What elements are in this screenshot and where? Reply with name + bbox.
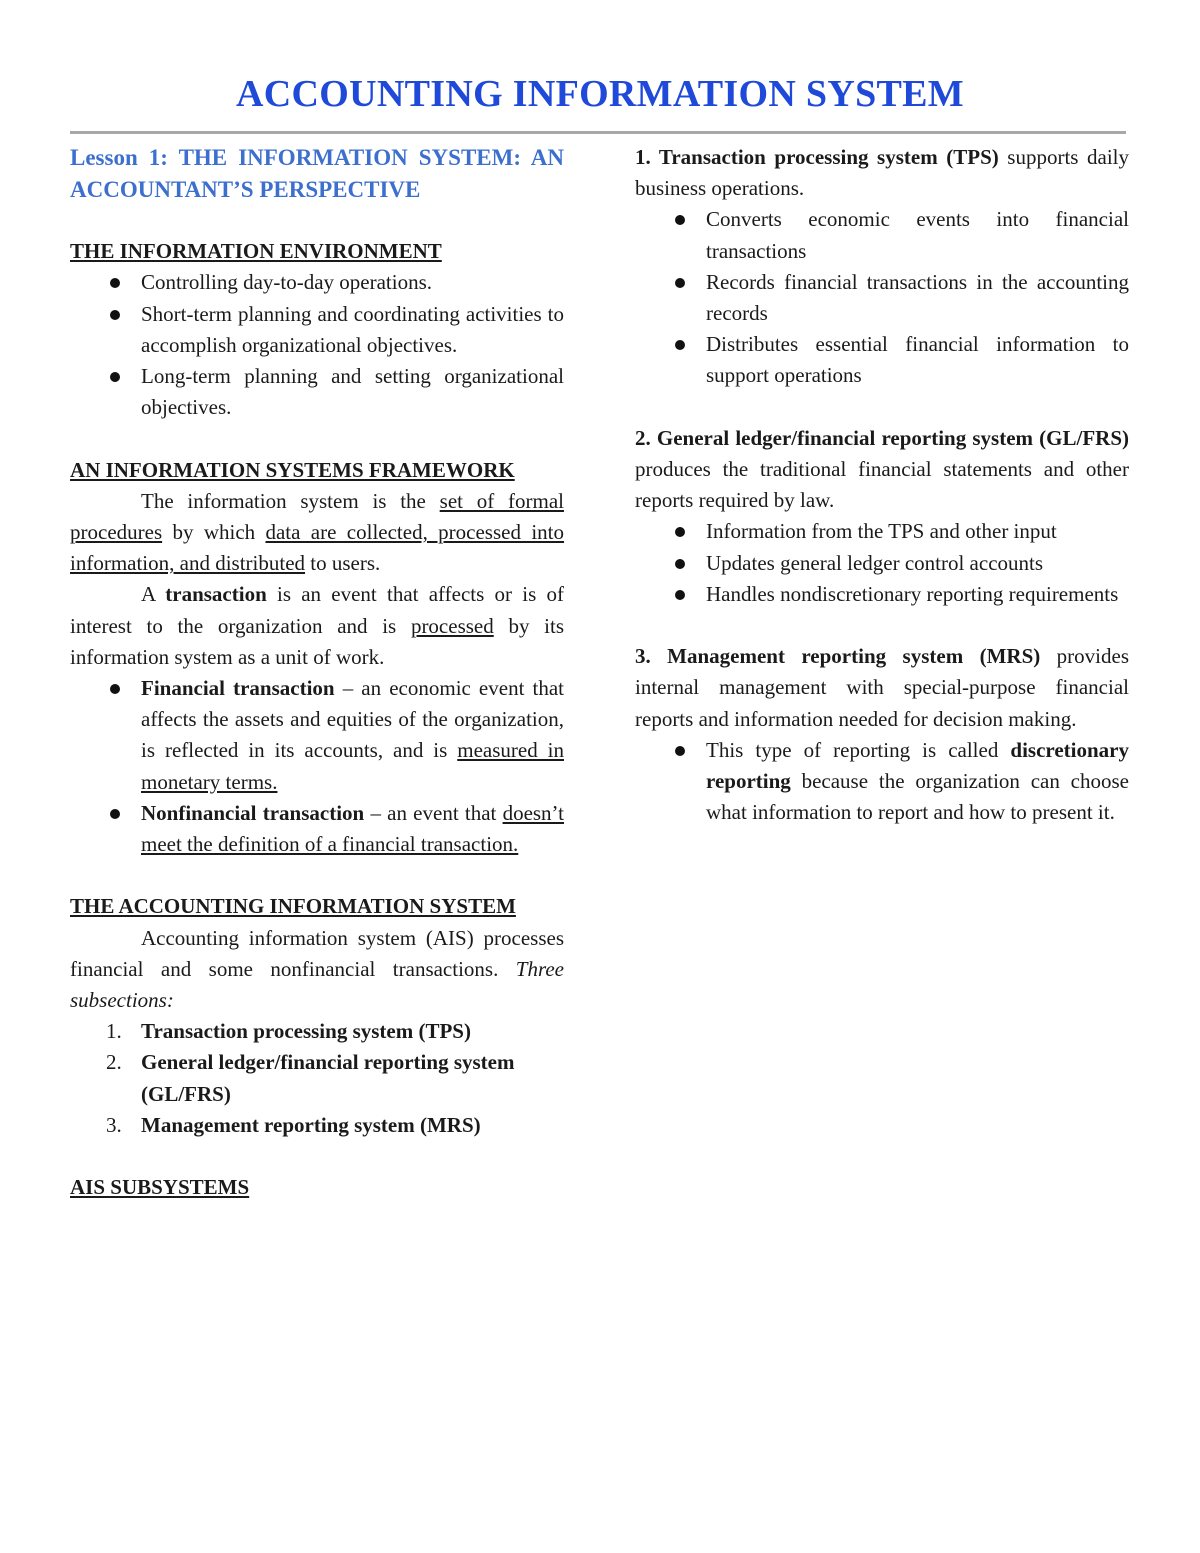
bullet-icon: [675, 215, 685, 225]
mrs-paragraph: 3. Management reporting system (MRS) provides internal management with special-purpose financial reports and information needed for decision making.: [635, 644, 1129, 731]
bullet-icon: [675, 559, 685, 569]
bullet-icon: [675, 527, 685, 537]
list-item: Long-term planning and setting organizational objectives.: [70, 361, 564, 423]
tps-list: [635, 204, 1129, 391]
transaction-types-list: [70, 673, 564, 860]
bullet-icon: [110, 809, 120, 819]
tps-paragraph: 1. Transaction processing system (TPS) supports daily business operations.: [635, 145, 1129, 201]
glfrs-paragraph: 2. General ledger/financial reporting system (GL/FRS) produces the traditional financial statements and other reports required by law.: [635, 425, 1129, 513]
list-item: 3. Management reporting system (MRS): [106, 1112, 481, 1137]
bullet-icon: [110, 684, 120, 694]
list-item: Financial transaction – an economic event that affects the assets and equities of the organization, is reflected in its accounts, and is measured in monetary terms.: [70, 673, 564, 798]
bullet-icon: [110, 310, 120, 320]
framework-paragraph-1: The information system is the set of formal procedures by which data are collected, processed into information, and distributed to users.: [70, 488, 564, 576]
lesson-heading: Lesson 1: THE INFORMATION SYSTEM: AN ACCOUNTANT’S PERSPECTIVE: [70, 145, 564, 202]
bullet-icon: [675, 340, 685, 350]
list-item: Information from the TPS and other input: [635, 516, 1129, 547]
list-item: Converts economic events into financial transactions: [635, 204, 1129, 266]
list-item: Controlling day-to-day operations.: [70, 267, 564, 298]
info-environment-heading: THE INFORMATION ENVIRONMENT: [70, 239, 442, 264]
ais-intro: Accounting information system (AIS) processes financial and some nonfinancial transactions. Three subsections:: [70, 925, 564, 1013]
bullet-icon: [675, 590, 685, 600]
info-environment-list: [70, 267, 564, 423]
left-column: [70, 142, 564, 1203]
mrs-list: [635, 735, 1129, 829]
ais-subsections-list: [70, 1016, 564, 1141]
document-title: ACCOUNTING INFORMATION SYSTEM: [236, 73, 964, 115]
list-item: Records financial transactions in the accounting records: [635, 267, 1129, 329]
glfrs-list: [635, 516, 1129, 610]
list-item: Updates general ledger control accounts: [635, 548, 1129, 579]
list-item: Distributes essential financial information to support operations: [635, 329, 1129, 391]
list-item: Handles nondiscretionary reporting requirements: [635, 579, 1129, 610]
bullet-icon: [675, 746, 685, 756]
ais-subsystems-heading: AIS SUBSYSTEMS: [70, 1175, 250, 1200]
list-item: Short-term planning and coordinating activities to accomplish organizational objectives.: [70, 299, 564, 361]
bullet-icon: [675, 278, 685, 288]
list-item: This type of reporting is called discretionary reporting because the organization can choose what information to report and how to present it.: [635, 735, 1129, 829]
framework-paragraph-2: A transaction is an event that affects or is of interest to the organization and is processed by its information system as a unit of work.: [70, 582, 564, 669]
right-column: [635, 142, 1129, 828]
bullet-icon: [110, 372, 120, 382]
bullet-icon: [110, 278, 120, 288]
framework-heading: AN INFORMATION SYSTEMS FRAMEWORK: [70, 457, 515, 482]
list-item: 2. General ledger/financial reporting system (GL/FRS): [106, 1050, 515, 1106]
list-item: Nonfinancial transaction – an event that doesn’t meet the definition of a financial transaction.: [70, 798, 564, 860]
title-divider: [70, 131, 1126, 134]
list-item: 1. Transaction processing system (TPS): [106, 1019, 471, 1044]
ais-heading: THE ACCOUNTING INFORMATION SYSTEM: [70, 894, 516, 919]
